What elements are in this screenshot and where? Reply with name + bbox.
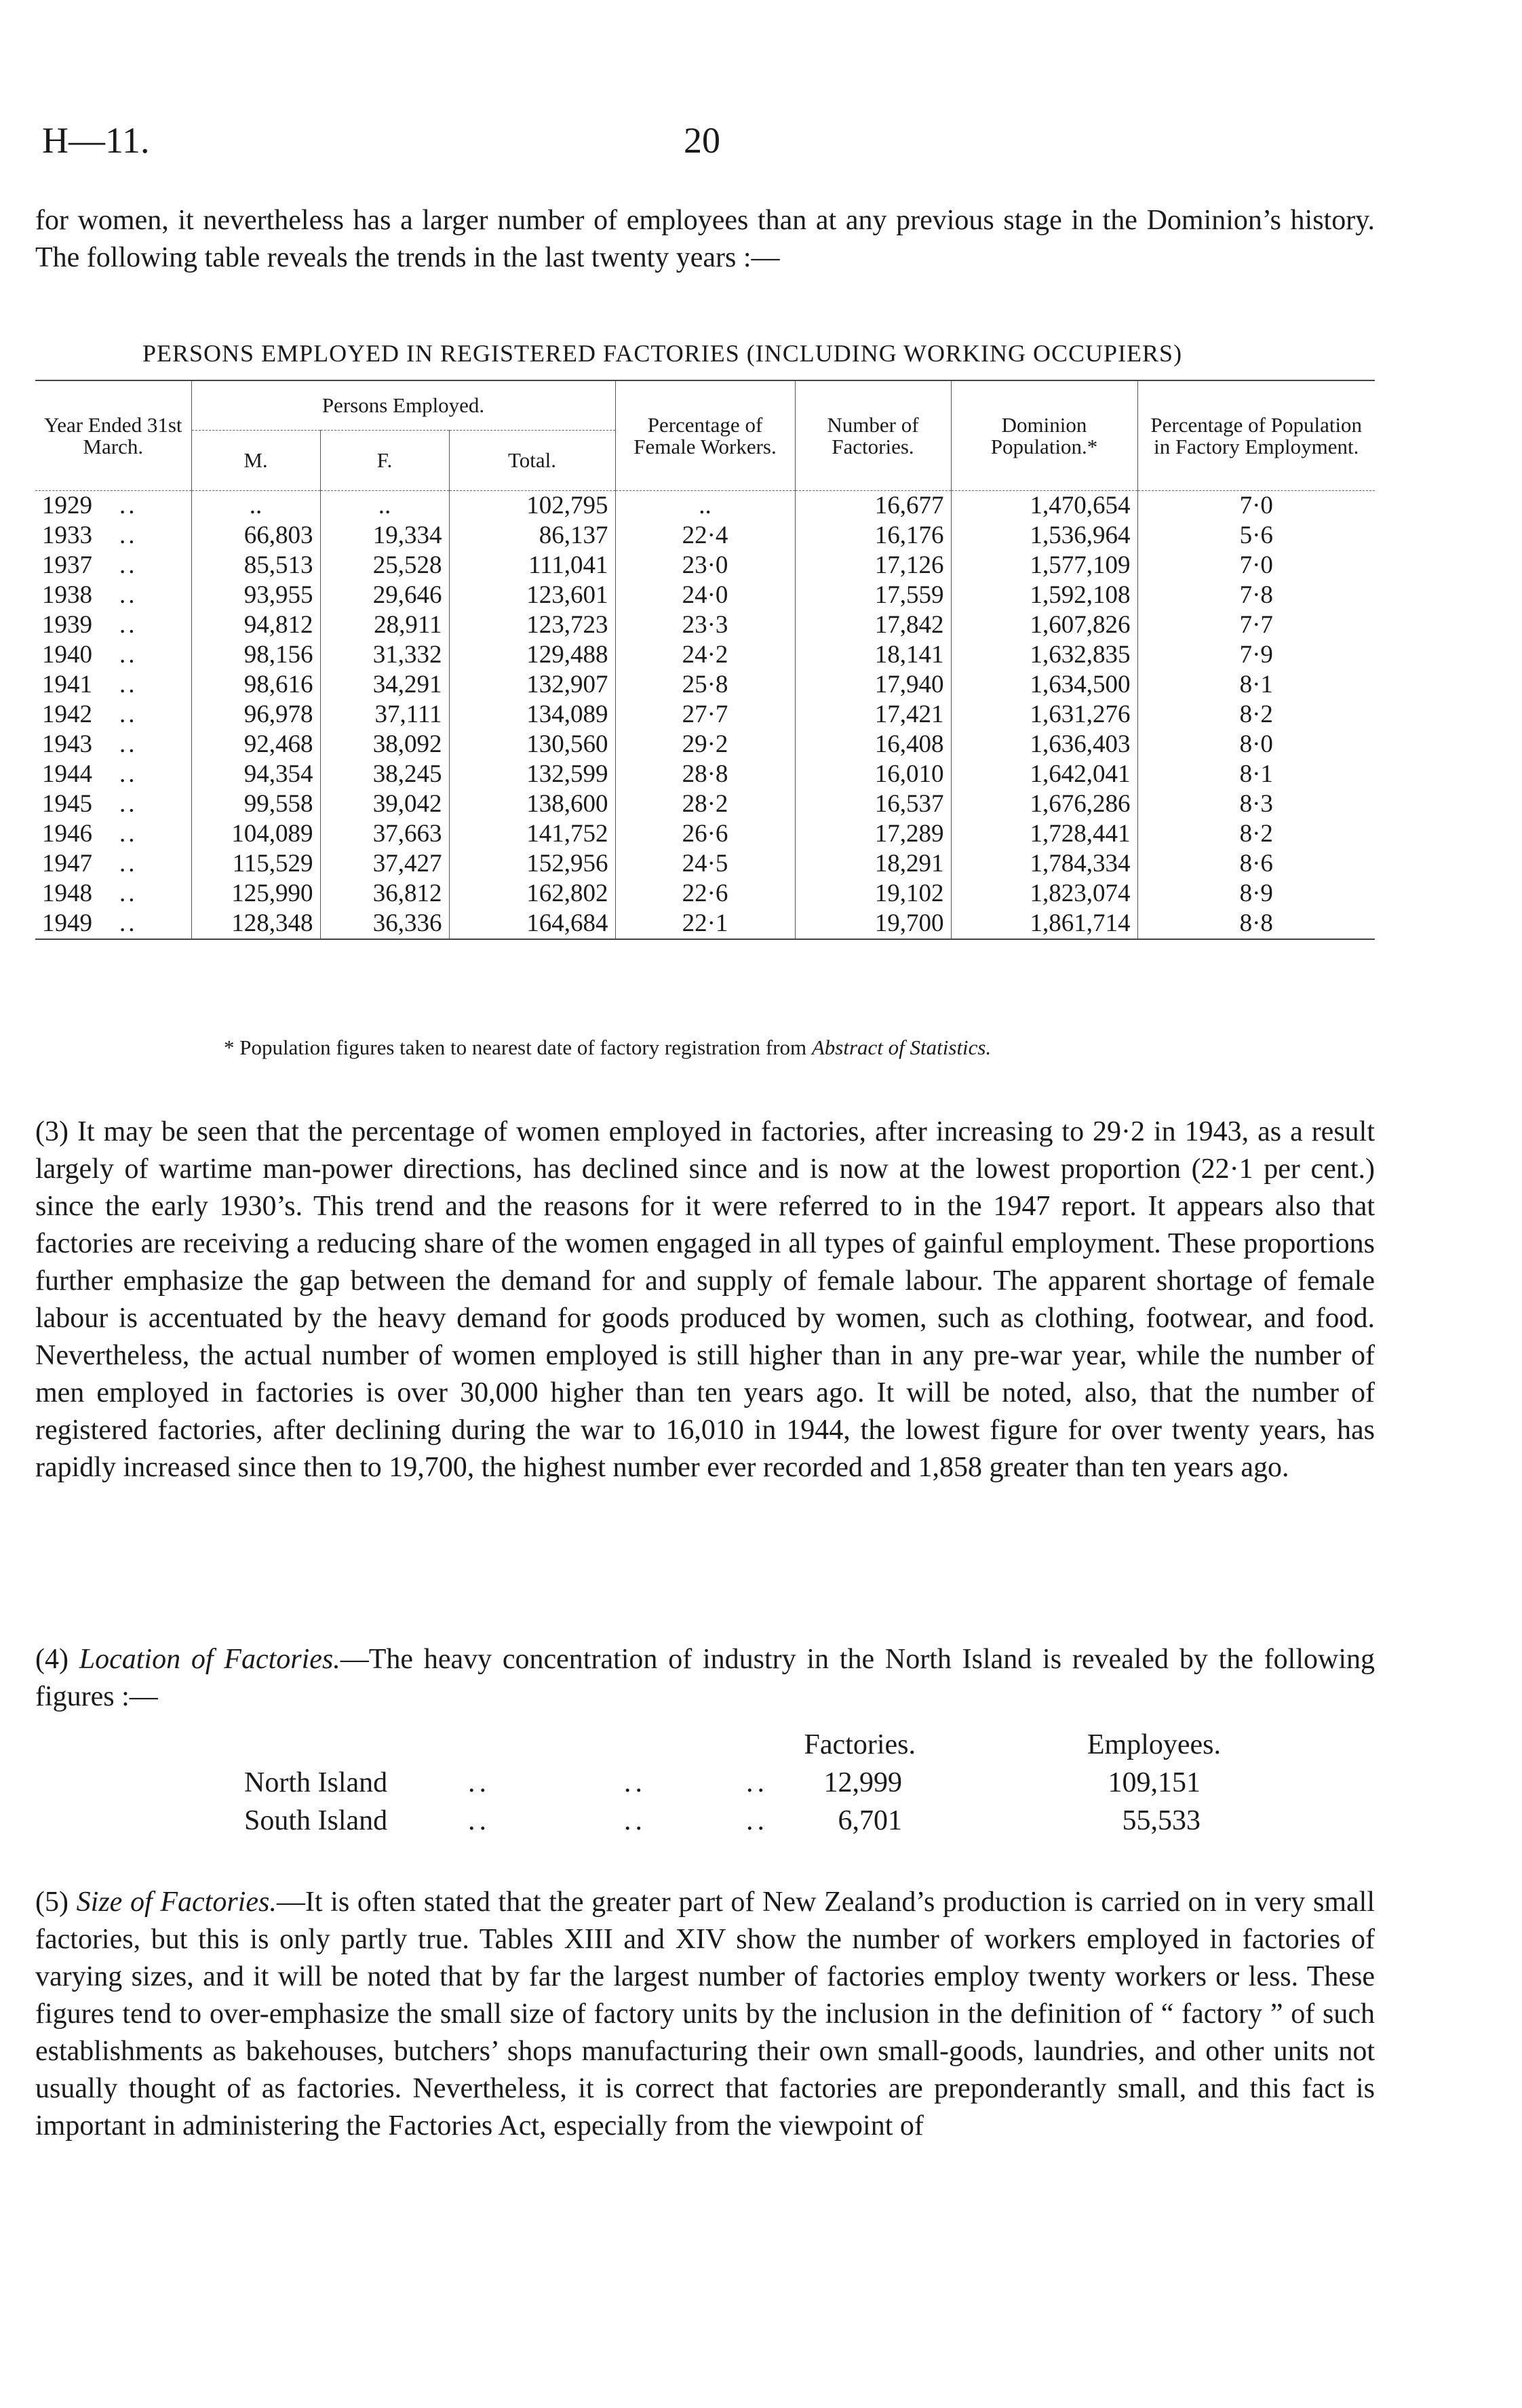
cell-year [35,789,191,819]
cell-f: 37,111 [320,700,449,730]
cell-factories: 17,842 [795,610,951,640]
cell-pct-female: 23·0 [615,551,795,580]
cell-population: 1,607,826 [951,610,1137,640]
leader-dots: .. [468,1805,490,1836]
cell-f: 37,663 [320,819,449,849]
leader-dots: .. [119,909,138,937]
cell-m: 93,955 [191,580,320,610]
location-employees: 109,151 [1108,1767,1201,1798]
leader-dots: .. [119,492,138,519]
location-name: North Island [244,1767,388,1798]
cell-total: 111,041 [449,551,615,580]
cell-m: 128,348 [191,909,320,939]
cell-year [35,730,191,759]
location-row-north [244,1764,1262,1802]
cell-pct-population: 8·2 [1137,819,1375,849]
year-label: 1946 [42,820,92,848]
table-row [35,670,1375,700]
cell-population: 1,823,074 [951,879,1137,909]
para4-heading: Location of Factories. [79,1644,340,1675]
para5-text: —It is often stated that the greater part of New Zealand’s production is carried on in very small factories, but this is only partly true. Tables XIII and XIV show the number of workers employed in factories of varying sizes, and it will be noted that by far the largest number of factories employ twenty workers or less. These figures tend to over-emphasize the small size of factory units by the inclusion in the definition of “ factory ” of such establishments as bakehouses, butchers’ shops manufacturing their own small-goods, laundries, and other units not usually thought of as factories. Nevertheless, it is correct that factories are preponderantly small, and this fact is important in administering the Factories Act, especially from the viewpoint of [35,1887,1375,2141]
cell-year [35,670,191,700]
cell-population: 1,632,835 [951,640,1137,670]
cell-factories: 16,677 [795,491,951,521]
paragraph-5 [35,1884,1375,2145]
cell-f: 25,528 [320,551,449,580]
cell-population: 1,642,041 [951,759,1137,789]
cell-m: 85,513 [191,551,320,580]
header-factories: Number of Factories. [795,380,951,491]
para4-text: —The heavy concentration of industry in the North Island is revealed by the following figures :— [35,1644,1375,1712]
page-number: 20 [684,120,720,161]
location-factories: 6,701 [838,1805,902,1836]
year-label: 1941 [42,671,92,698]
location-factories: 12,999 [823,1767,902,1798]
footnote-source: Abstract of Statistics. [811,1035,992,1059]
cell-pct-female: 24·2 [615,640,795,670]
paragraph-3: (3) It may be seen that the percentage of women employed in factories, after increasing to 29·2 in 1943, as a result largely of wartime man-power directions, has declined since and is now at the lowest proportion (22·1 per cent.) since the early 1930’s. This trend and the reasons for it were referred to in the 1947 report. It appears also that factories are receiving a reducing share of the women engaged in all types of gainful employment. These proportions further emphasize the gap between the demand for and supply of female labour. The apparent shortage of female labour is accentuated by the heavy demand for goods produced by women, such as clothing, footwear, and food. Nevertheless, the actual number of women employed is still higher than in any pre-war year, while the number of men employed in factories is over 30,000 higher than ten years ago. It will be noted, also, that the number of registered factories, after declining during the war to 16,010 in 1944, the lowest figure for over twenty years, has rapidly increased since then to 19,700, the highest number ever recorded and 1,858 greater than ten years ago. [35,1116,1375,1483]
location-header-row [244,1726,1262,1764]
cell-f: 37,427 [320,849,449,879]
leader-dots: .. [119,850,138,877]
cell-total: 132,599 [449,759,615,789]
table-row [35,759,1375,789]
header-pct-female: Percentage of Female Workers. [615,380,795,491]
cell-population: 1,631,276 [951,700,1137,730]
leader-dots: .. [624,1805,646,1836]
header-pct-population: Percentage of Population in Factory Employment. [1137,380,1375,491]
leader-dots: .. [119,700,138,728]
table-row [35,610,1375,640]
cell-pct-population: 8·9 [1137,879,1375,909]
year-label: 1929 [42,492,92,519]
leader-dots: .. [119,521,138,549]
cell-m: .. [191,491,320,521]
cell-m: 96,978 [191,700,320,730]
cell-total: 130,560 [449,730,615,759]
cell-year [35,491,191,521]
header-m: M. [191,431,320,491]
cell-pct-female: 22·4 [615,521,795,551]
table-row [35,909,1375,939]
table-row [35,521,1375,551]
cell-factories: 16,408 [795,730,951,759]
leader-dots: .. [119,581,138,609]
cell-pct-female: 24·5 [615,849,795,879]
leader-dots: .. [119,790,138,818]
cell-f: .. [320,491,449,521]
report-reference: H—11. [42,120,150,161]
cell-total: 129,488 [449,640,615,670]
cell-factories: 16,010 [795,759,951,789]
header-population: Dominion Population.* [951,380,1137,491]
year-label: 1947 [42,850,92,877]
cell-year [35,819,191,849]
table-row [35,879,1375,909]
cell-year [35,521,191,551]
cell-pct-female: .. [615,491,795,521]
cell-population: 1,470,654 [951,491,1137,521]
cell-total: 152,956 [449,849,615,879]
cell-year [35,610,191,640]
cell-total: 162,802 [449,879,615,909]
cell-year [35,879,191,909]
year-label: 1943 [42,730,92,758]
leader-dots: .. [468,1767,490,1798]
cell-pct-population: 8·2 [1137,700,1375,730]
year-label: 1944 [42,760,92,788]
cell-year [35,700,191,730]
cell-year [35,909,191,939]
cell-total: 102,795 [449,491,615,521]
cell-f: 36,336 [320,909,449,939]
cell-pct-female: 29·2 [615,730,795,759]
cell-pct-female: 22·1 [615,909,795,939]
cell-pct-female: 25·8 [615,670,795,700]
year-label: 1933 [42,521,92,549]
leader-dots: .. [119,880,138,907]
col-factories: Factories. [804,1729,916,1760]
table-caption: PERSONS EMPLOYED IN REGISTERED FACTORIES (INCLUDING WORKING OCCUPIERS) [142,340,1183,367]
cell-total: 123,723 [449,610,615,640]
cell-total: 134,089 [449,700,615,730]
cell-pct-population: 7·8 [1137,580,1375,610]
header-total: Total. [449,431,615,491]
cell-total: 123,601 [449,580,615,610]
factory-employment-table [35,380,1375,940]
cell-f: 34,291 [320,670,449,700]
cell-population: 1,861,714 [951,909,1137,939]
year-label: 1939 [42,611,92,639]
cell-m: 99,558 [191,789,320,819]
cell-f: 36,812 [320,879,449,909]
cell-pct-population: 8·1 [1137,759,1375,789]
cell-factories: 17,126 [795,551,951,580]
cell-m: 66,803 [191,521,320,551]
cell-f: 19,334 [320,521,449,551]
cell-factories: 19,700 [795,909,951,939]
cell-f: 28,911 [320,610,449,640]
cell-year [35,759,191,789]
leader-dots: .. [119,730,138,758]
table-row [35,580,1375,610]
cell-factories: 16,176 [795,521,951,551]
cell-population: 1,728,441 [951,819,1137,849]
location-employees: 55,533 [1122,1805,1201,1836]
year-label: 1940 [42,641,92,669]
cell-year [35,551,191,580]
cell-pct-population: 5·6 [1137,521,1375,551]
cell-m: 125,990 [191,879,320,909]
cell-f: 29,646 [320,580,449,610]
cell-pct-female: 27·7 [615,700,795,730]
cell-pct-population: 8·8 [1137,909,1375,939]
cell-population: 1,636,403 [951,730,1137,759]
cell-total: 132,907 [449,670,615,700]
cell-population: 1,536,964 [951,521,1137,551]
year-label: 1948 [42,880,92,907]
leader-dots: .. [119,671,138,698]
leader-dots: .. [119,551,138,579]
leader-dots: .. [624,1767,646,1798]
cell-year [35,580,191,610]
cell-m: 94,354 [191,759,320,789]
cell-factories: 18,291 [795,849,951,879]
cell-factories: 16,537 [795,789,951,819]
header-year: Year Ended 31st March. [44,412,182,458]
location-table [244,1726,1262,1840]
table-row [35,640,1375,670]
leader-dots: .. [119,820,138,848]
cell-m: 98,616 [191,670,320,700]
cell-total: 138,600 [449,789,615,819]
cell-pct-female: 24·0 [615,580,795,610]
year-label: 1949 [42,909,92,937]
cell-pct-population: 7·7 [1137,610,1375,640]
table-row [35,700,1375,730]
para5-heading: Size of Factories. [76,1887,277,1918]
cell-factories: 17,940 [795,670,951,700]
table-row [35,819,1375,849]
cell-pct-population: 8·1 [1137,670,1375,700]
cell-m: 94,812 [191,610,320,640]
header-persons-employed: Persons Employed. [191,380,615,431]
cell-f: 38,092 [320,730,449,759]
leader-dots: .. [119,641,138,669]
table-row [35,551,1375,580]
intro-paragraph: for women, it nevertheless has a larger number of employees than at any previous stage in the Dominion’s history. The following table reveals the trends in the last twenty years :— [35,205,1375,273]
cell-m: 92,468 [191,730,320,759]
cell-pct-female: 28·8 [615,759,795,789]
cell-factories: 17,421 [795,700,951,730]
cell-pct-female: 26·6 [615,819,795,849]
para5-lead: (5) [35,1887,69,1918]
para4-lead: (4) [35,1644,69,1675]
cell-pct-population: 8·3 [1137,789,1375,819]
cell-m: 115,529 [191,849,320,879]
cell-population: 1,634,500 [951,670,1137,700]
table-footnote [224,1035,1445,1060]
year-label: 1942 [42,700,92,728]
cell-pct-population: 7·0 [1137,551,1375,580]
cell-f: 31,332 [320,640,449,670]
cell-population: 1,577,109 [951,551,1137,580]
table-row [35,491,1375,521]
leader-dots: .. [119,611,138,639]
cell-pct-population: 7·0 [1137,491,1375,521]
paragraph-4 [35,1641,1375,1716]
cell-population: 1,784,334 [951,849,1137,879]
cell-pct-population: 8·6 [1137,849,1375,879]
cell-f: 38,245 [320,759,449,789]
cell-pct-population: 7·9 [1137,640,1375,670]
cell-pct-female: 23·3 [615,610,795,640]
cell-total: 164,684 [449,909,615,939]
cell-total: 141,752 [449,819,615,849]
cell-year [35,849,191,879]
year-label: 1938 [42,581,92,609]
cell-pct-female: 28·2 [615,789,795,819]
location-row-south [244,1802,1262,1840]
cell-year [35,640,191,670]
location-name: South Island [244,1805,388,1836]
cell-total: 86,137 [449,521,615,551]
cell-population: 1,676,286 [951,789,1137,819]
cell-pct-female: 22·6 [615,879,795,909]
cell-population: 1,592,108 [951,580,1137,610]
cell-factories: 17,559 [795,580,951,610]
header-f: F. [320,431,449,491]
cell-pct-population: 8·0 [1137,730,1375,759]
footnote-text: * Population figures taken to nearest date of factory registration from [224,1035,807,1059]
cell-factories: 19,102 [795,879,951,909]
year-label: 1945 [42,790,92,818]
table-row [35,789,1375,819]
leader-dots: .. [746,1805,768,1836]
cell-factories: 18,141 [795,640,951,670]
table-row [35,849,1375,879]
leader-dots: .. [119,760,138,788]
year-label: 1937 [42,551,92,579]
leader-dots: .. [746,1767,768,1798]
col-employees: Employees. [1087,1729,1221,1760]
cell-m: 98,156 [191,640,320,670]
cell-factories: 17,289 [795,819,951,849]
cell-m: 104,089 [191,819,320,849]
cell-f: 39,042 [320,789,449,819]
table-row [35,730,1375,759]
